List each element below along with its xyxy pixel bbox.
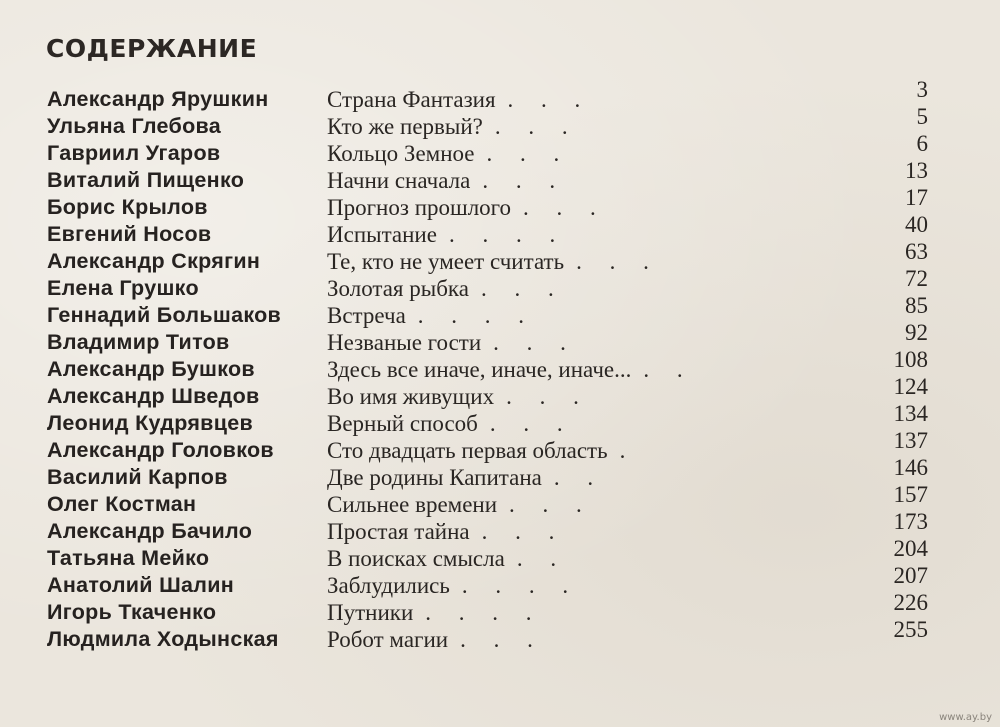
toc-author: Александр Бушков xyxy=(47,357,255,381)
toc-title-text: Страна Фантазия xyxy=(327,87,496,112)
toc-page-number: 108 xyxy=(893,347,928,372)
toc-entry xyxy=(0,131,1000,167)
toc-title xyxy=(327,626,544,653)
toc-title xyxy=(327,437,636,464)
toc-leader-dots: . . . xyxy=(493,330,577,355)
toc-entry xyxy=(0,320,1000,356)
toc-title xyxy=(327,275,565,302)
toc-author: Олег Костман xyxy=(47,492,197,516)
toc-author: Гавриил Угаров xyxy=(47,141,221,165)
toc-leader-dots: . . . xyxy=(576,249,660,274)
toc-entry xyxy=(0,104,1000,140)
toc-author: Людмила Ходынская xyxy=(47,627,279,651)
toc-entry xyxy=(0,185,1000,221)
toc-author: Ульяна Глебова xyxy=(47,114,222,138)
toc-title xyxy=(327,383,590,410)
toc-page-number: 72 xyxy=(905,266,928,291)
toc-page-number: 6 xyxy=(916,131,928,156)
toc-author: Геннадий Большаков xyxy=(47,303,282,327)
toc-entry xyxy=(0,536,1000,572)
toc-leader-dots: . . . . xyxy=(461,573,580,598)
toc-title-text: Встреча xyxy=(327,303,406,328)
toc-leader-dots: . . . xyxy=(482,168,567,193)
toc-title xyxy=(327,572,579,599)
toc-title-text: Робот магии xyxy=(327,627,449,652)
toc-leader-dots: . . . xyxy=(523,195,607,220)
toc-leader-dots: . . . . xyxy=(448,222,567,247)
toc-page-number: 13 xyxy=(905,158,928,183)
toc-title-text: Золотая рыбка xyxy=(327,276,469,301)
toc-page-number: 5 xyxy=(916,104,928,129)
toc-page-number: 137 xyxy=(893,428,928,453)
toc-page-number: 63 xyxy=(905,239,928,264)
toc-title xyxy=(327,491,593,518)
toc-entry xyxy=(0,563,1000,599)
toc-leader-dots: . . xyxy=(643,357,694,382)
toc-leader-dots: . . . xyxy=(480,276,565,301)
toc-page-number: 173 xyxy=(893,509,928,534)
toc-title xyxy=(327,167,566,194)
toc-leader-dots: . . . xyxy=(509,492,593,517)
toc-page-number: 92 xyxy=(905,320,928,345)
toc-page-number: 255 xyxy=(893,617,928,642)
toc-entry xyxy=(0,212,1000,248)
toc-title-text: Верный способ xyxy=(327,411,478,436)
toc-page-number: 207 xyxy=(893,563,928,588)
toc-leader-dots: . . . . xyxy=(417,303,536,328)
toc-title xyxy=(327,545,567,572)
toc-title-text: Кто же первый? xyxy=(327,114,483,139)
toc-title-text: Сильнее времени xyxy=(327,492,498,517)
toc-author: Василий Карпов xyxy=(47,465,228,489)
toc-entry xyxy=(0,266,1000,302)
toc-title-text: Испытание xyxy=(327,222,437,247)
toc-leader-dots: . . . xyxy=(506,384,590,409)
toc-author: Виталий Пищенко xyxy=(47,168,245,192)
toc-author: Евгений Носов xyxy=(47,222,212,246)
toc-author: Владимир Титов xyxy=(47,330,230,354)
toc-title xyxy=(327,86,591,113)
toc-title xyxy=(327,599,543,626)
toc-page-number: 124 xyxy=(893,374,928,399)
toc-page-number: 134 xyxy=(893,401,928,426)
toc-title xyxy=(327,248,660,275)
toc-leader-dots: . . . xyxy=(507,87,592,112)
toc-page-number: 17 xyxy=(905,185,928,210)
toc-page-number: 157 xyxy=(893,482,928,507)
toc-title-text: Простая тайна xyxy=(327,519,470,544)
toc-leader-dots: . . . xyxy=(460,627,544,652)
toc-title-text: Сто двадцать первая область xyxy=(327,438,608,463)
toc-title-text: Заблудились xyxy=(327,573,450,598)
toc-title xyxy=(327,356,694,383)
toc-leader-dots: . . . xyxy=(486,141,571,166)
toc-title-text: Те, кто не умеет считать xyxy=(327,249,565,274)
toc-title xyxy=(327,113,579,140)
toc-title xyxy=(327,221,566,248)
toc-page-number: 204 xyxy=(893,536,928,561)
toc-title-text: Начни сначала xyxy=(327,168,471,193)
toc-title-text: Кольцо Земное xyxy=(327,141,475,166)
toc-title xyxy=(327,194,607,221)
toc-leader-dots: . . . . xyxy=(425,600,543,625)
toc-title-text: Две родины Капитана xyxy=(327,465,542,490)
toc-author: Анатолий Шалин xyxy=(47,573,235,597)
toc-entry xyxy=(0,617,1000,653)
toc-author: Леонид Кудрявцев xyxy=(47,411,253,435)
toc-leader-dots: . . . xyxy=(494,114,579,139)
toc-entry xyxy=(0,347,1000,383)
toc-entry xyxy=(0,590,1000,626)
toc-page-number: 85 xyxy=(905,293,928,318)
toc-title xyxy=(327,302,535,329)
toc-leader-dots: . . xyxy=(553,465,605,490)
watermark: www.ay.by xyxy=(939,712,992,723)
toc-author: Александр Шведов xyxy=(47,384,260,408)
toc-entry xyxy=(0,374,1000,410)
toc-entry xyxy=(0,239,1000,275)
toc-title xyxy=(327,140,570,167)
toc-entry xyxy=(0,455,1000,491)
page-title: СОДЕРЖАНИЕ xyxy=(46,34,258,63)
toc-title-text: Незваные гости xyxy=(327,330,482,355)
toc-author: Александр Скрягин xyxy=(47,249,261,273)
toc-author: Елена Грушко xyxy=(47,276,199,300)
toc-page-number: 40 xyxy=(905,212,928,237)
toc-author: Александр Бачило xyxy=(47,519,253,543)
toc-entry xyxy=(0,482,1000,518)
toc-leader-dots: . xyxy=(619,438,637,463)
toc-page-number: 226 xyxy=(893,590,928,615)
toc-page-number: 3 xyxy=(916,77,928,102)
toc-title-text: Во имя живущих xyxy=(327,384,495,409)
toc-title xyxy=(327,464,604,491)
toc-author: Игорь Ткаченко xyxy=(47,600,217,624)
toc-title xyxy=(327,518,565,545)
toc-leader-dots: . . . xyxy=(489,411,574,436)
toc-entry xyxy=(0,293,1000,329)
toc-title-text: В поисках смысла xyxy=(327,546,505,571)
toc-author: Александр Ярушкин xyxy=(47,87,269,111)
toc-leader-dots: . . . xyxy=(481,519,566,544)
toc-leader-dots: . . xyxy=(516,546,568,571)
toc-title xyxy=(327,410,574,437)
toc-author: Борис Крылов xyxy=(47,195,208,219)
toc-entry xyxy=(0,401,1000,437)
toc-title-text: Путники xyxy=(327,600,414,625)
toc-author: Александр Головков xyxy=(47,438,274,462)
toc-author: Татьяна Мейко xyxy=(47,546,210,570)
toc-entry xyxy=(0,428,1000,464)
toc-title-text: Прогноз прошлого xyxy=(327,195,512,220)
toc-page-number: 146 xyxy=(893,455,928,480)
toc-entry xyxy=(0,77,1000,113)
toc-entry xyxy=(0,158,1000,194)
toc-title xyxy=(327,329,577,356)
toc-entry xyxy=(0,509,1000,545)
toc-title-text: Здесь все иначе, иначе, иначе... xyxy=(327,357,632,382)
